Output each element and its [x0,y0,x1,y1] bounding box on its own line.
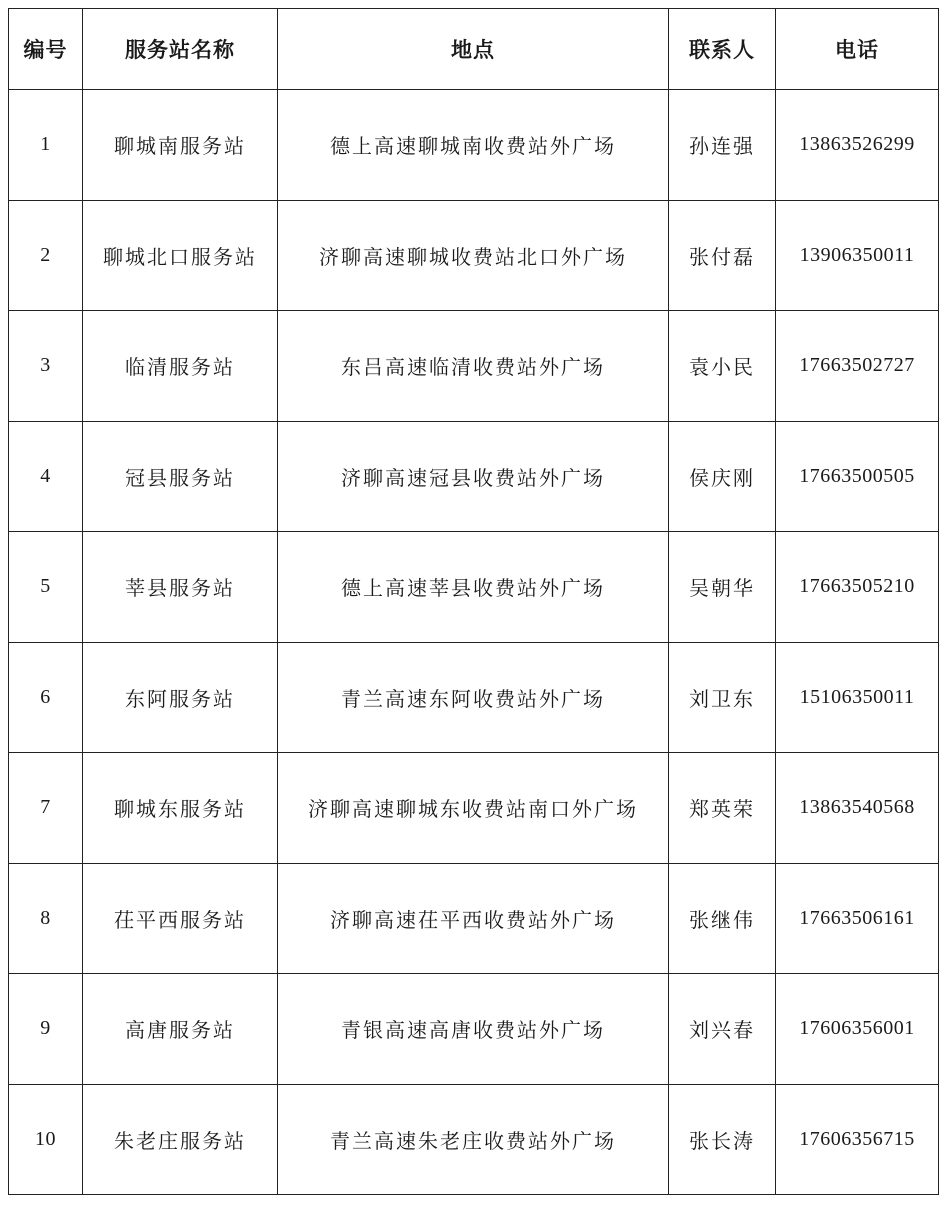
cell-location: 德上高速莘县收费站外广场 [278,532,669,643]
cell-contact: 刘卫东 [669,642,776,753]
cell-phone: 17606356715 [776,1084,939,1195]
cell-number: 8 [9,863,83,974]
cell-station: 冠县服务站 [83,421,278,532]
cell-phone: 13863526299 [776,90,939,201]
cell-phone: 13863540568 [776,753,939,864]
cell-phone: 17606356001 [776,974,939,1085]
cell-phone: 17663500505 [776,421,939,532]
service-station-table [8,8,939,1195]
cell-location: 德上高速聊城南收费站外广场 [278,90,669,201]
cell-station: 聊城东服务站 [83,753,278,864]
cell-number: 1 [9,90,83,201]
table-row [9,642,939,753]
cell-station: 聊城南服务站 [83,90,278,201]
table-row [9,1084,939,1195]
cell-contact: 侯庆刚 [669,421,776,532]
cell-location: 济聊高速聊城收费站北口外广场 [278,200,669,311]
table-row [9,421,939,532]
cell-contact: 张付磊 [669,200,776,311]
cell-location: 济聊高速冠县收费站外广场 [278,421,669,532]
cell-location: 青银高速高唐收费站外广场 [278,974,669,1085]
table-header-row [9,9,939,90]
cell-number: 2 [9,200,83,311]
header-phone: 电话 [776,9,939,90]
cell-phone: 13906350011 [776,200,939,311]
cell-station: 临清服务站 [83,311,278,422]
cell-phone: 17663502727 [776,311,939,422]
cell-location: 青兰高速朱老庄收费站外广场 [278,1084,669,1195]
cell-location: 济聊高速茌平西收费站外广场 [278,863,669,974]
cell-contact: 张长涛 [669,1084,776,1195]
cell-station: 茌平西服务站 [83,863,278,974]
cell-contact: 刘兴春 [669,974,776,1085]
cell-contact: 孙连强 [669,90,776,201]
cell-phone: 17663505210 [776,532,939,643]
table-row [9,90,939,201]
cell-station: 高唐服务站 [83,974,278,1085]
cell-number: 6 [9,642,83,753]
cell-station: 朱老庄服务站 [83,1084,278,1195]
cell-contact: 郑英荣 [669,753,776,864]
cell-number: 3 [9,311,83,422]
table-row [9,753,939,864]
cell-station: 东阿服务站 [83,642,278,753]
header-location: 地点 [278,9,669,90]
cell-number: 10 [9,1084,83,1195]
cell-number: 7 [9,753,83,864]
cell-number: 9 [9,974,83,1085]
cell-contact: 吴朝华 [669,532,776,643]
cell-phone: 15106350011 [776,642,939,753]
table-row [9,200,939,311]
cell-contact: 袁小民 [669,311,776,422]
table-row [9,532,939,643]
cell-number: 4 [9,421,83,532]
header-station: 服务站名称 [83,9,278,90]
cell-location: 济聊高速聊城东收费站南口外广场 [278,753,669,864]
table-row [9,863,939,974]
cell-location: 青兰高速东阿收费站外广场 [278,642,669,753]
header-number: 编号 [9,9,83,90]
cell-contact: 张继伟 [669,863,776,974]
table-row [9,311,939,422]
cell-number: 5 [9,532,83,643]
table-body [9,90,939,1195]
header-contact: 联系人 [669,9,776,90]
cell-station: 莘县服务站 [83,532,278,643]
cell-location: 东吕高速临清收费站外广场 [278,311,669,422]
cell-phone: 17663506161 [776,863,939,974]
table-row [9,974,939,1085]
cell-station: 聊城北口服务站 [83,200,278,311]
